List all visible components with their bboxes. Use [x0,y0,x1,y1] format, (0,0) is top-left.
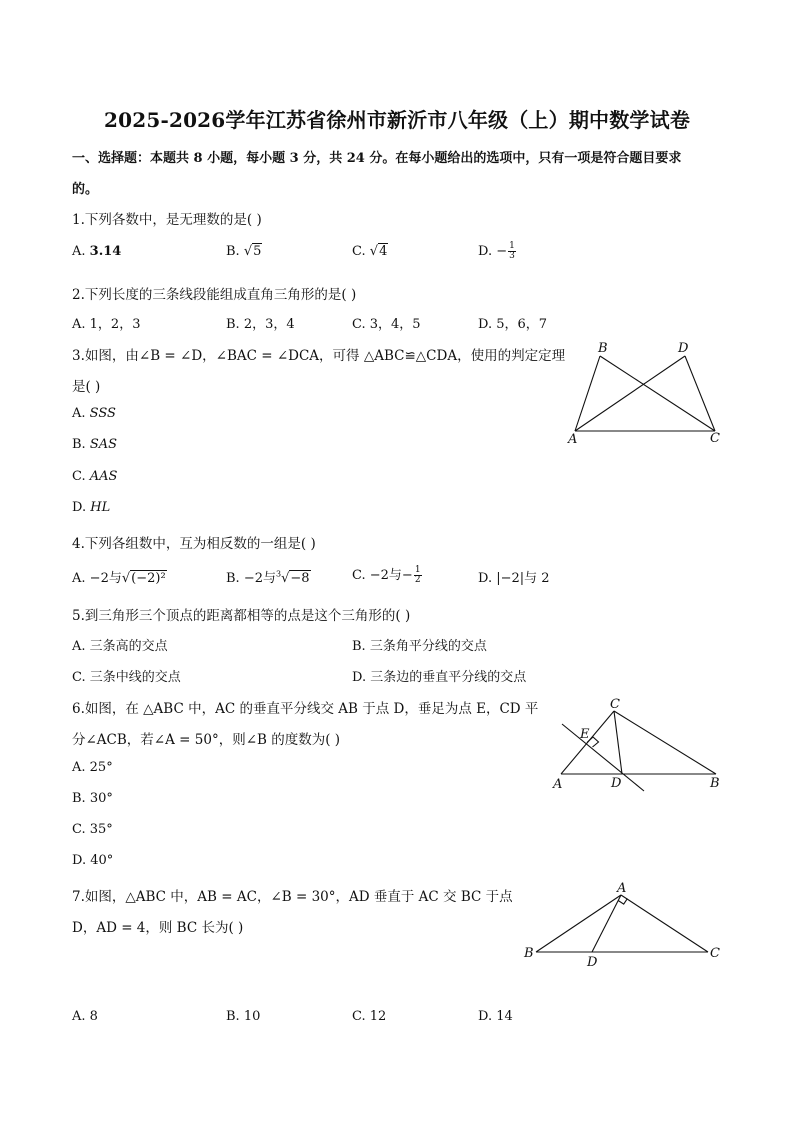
q7-option-a[interactable]: A. 8 [72,1009,98,1024]
vertex-label-c: C [710,946,720,961]
vertex-label-d: D [678,341,689,356]
q3-stem-cont: 是( ) [72,379,101,395]
q2-option-d[interactable]: D. 5，6，7 [478,317,548,332]
option-label: A. [72,406,86,421]
q3-option-d[interactable] [72,500,110,515]
vertex-label-a: A [617,881,627,896]
q1-option-d[interactable] [478,242,516,261]
option-label: B. [226,571,240,586]
q3-option-a[interactable] [72,406,116,421]
page-title: 2025-2026学年江苏省徐州市新沂市八年级（上）期中数学试卷 [103,108,691,132]
vertex-label-d: D [587,955,598,970]
option-text: −2与 [243,571,276,586]
vertex-label-a: A [553,777,563,792]
q5-option-d[interactable]: D. 三条边的垂直平分线的交点 [352,670,527,685]
root-index: 3 [276,569,282,579]
q5-stem: 5.到三角形三个顶点的距离都相等的点是这个三角形的( ) [72,608,411,624]
vertex-label-b: B [524,946,534,961]
segment-ac [621,895,708,952]
cbrt-expression: √−8 [281,571,310,586]
vertex-label-a: A [568,432,578,447]
option-label: C. [352,244,366,259]
option-label: C. [72,469,86,484]
option-value: SAS [89,437,118,452]
q7-option-b[interactable]: B. 10 [226,1009,261,1024]
sqrt-expression: √4 [369,244,388,259]
option-label: B. [226,244,240,259]
q3-figure [560,336,730,448]
q1-option-c[interactable] [352,244,388,259]
q5-option-b[interactable]: B. 三条角平分线的交点 [352,639,487,654]
sqrt-expression: √(−2)² [121,571,166,586]
fraction: $\frac{1}{3}$ [509,241,515,261]
minus-sign: − [496,244,508,259]
section-heading: 一、选择题：本题共 8 小题，每小题 3 分，共 24 分。在每小题给出的选项中，只有一项是符合题目要求 [72,151,682,166]
segment-cb [614,711,716,774]
vertex-label-e: E [580,727,590,742]
right-angle-mark [618,899,627,905]
option-label: D. [72,500,87,515]
q1-option-b[interactable] [226,244,262,259]
q3-stem: 3.如图，由∠B = ∠D，∠BAC = ∠DCA，可得 △ABC≌△CDA，使用的判定定理 [72,348,566,364]
option-label: C. [352,568,366,583]
segment-cd [614,711,622,774]
segment-ad [575,356,685,431]
vertex-label-c: C [710,431,720,446]
q2-option-c[interactable]: C. 3，4，5 [352,317,421,332]
option-value: 3.14 [89,244,122,259]
q4-option-a[interactable] [72,567,167,586]
q6-option-d[interactable]: D. 40° [72,853,114,868]
q7-figure [520,878,725,970]
q2-option-b[interactable]: B. 2，3，4 [226,317,295,332]
q4-option-c[interactable] [352,564,422,585]
option-text: |−2|与 2 [496,571,550,586]
q5-option-a[interactable]: A. 三条高的交点 [72,639,168,654]
q6-option-b[interactable]: B. 30° [72,791,113,806]
vertex-label-d: D [611,776,622,791]
q6-option-c[interactable]: C. 35° [72,822,113,837]
option-text: −2与 [89,571,122,586]
q7-stem: 7.如图，△ABC 中，AB = AC，∠B = 30°，AD 垂直于 AC 交 BC 于点 [72,889,513,905]
option-value: HL [90,500,111,515]
q6-option-a[interactable]: A. 25° [72,760,113,775]
option-label: D. [478,244,493,259]
vertex-label-c: C [610,697,620,712]
q4-option-d[interactable] [478,567,550,586]
sqrt-expression: √5 [243,244,262,259]
vertex-label-b: B [598,341,608,356]
q7-option-c[interactable]: C. 12 [352,1009,387,1024]
option-value: SSS [89,406,116,421]
q5-option-c[interactable]: C. 三条中线的交点 [72,670,181,685]
segment-bc [600,356,715,431]
segment-ab [536,895,621,952]
q6-figure [548,696,728,796]
q3-option-b[interactable] [72,437,117,452]
segment-dc [685,356,715,431]
vertex-label-b: B [710,776,720,791]
fraction: $\frac{1}{2}$ [414,565,421,585]
segment-ab [575,356,600,431]
q6-stem: 6.如图，在 △ABC 中，AC 的垂直平分线交 AB 于点 D，垂足为点 E，CD 平 [72,701,539,717]
q2-stem: 2.下列长度的三条线段能组成直角三角形的是( ) [72,287,357,303]
option-label: A. [72,244,86,259]
section-heading-cont: 的。 [72,182,99,197]
option-label: A. [72,571,86,586]
option-value: AAS [89,469,118,484]
option-label: D. [478,571,493,586]
q4-stem: 4.下列各组数中，互为相反数的一组是( ) [72,536,316,552]
option-label: B. [72,437,86,452]
q3-option-c[interactable] [72,469,117,484]
q1-option-a[interactable] [72,244,121,259]
q4-option-b[interactable] [226,567,311,586]
q2-option-a[interactable]: A. 1，2，3 [72,317,141,332]
segment-ad [592,895,621,952]
q7-option-d[interactable]: D. 14 [478,1009,513,1024]
option-text: −2与− [369,568,413,583]
q7-stem-cont: D，AD = 4，则 BC 长为( ) [72,920,244,936]
q6-stem-cont: 分∠ACB，若∠A = 50°，则∠B 的度数为( ) [72,732,341,748]
q1-stem: 1.下列各数中，是无理数的是( ) [72,212,262,228]
